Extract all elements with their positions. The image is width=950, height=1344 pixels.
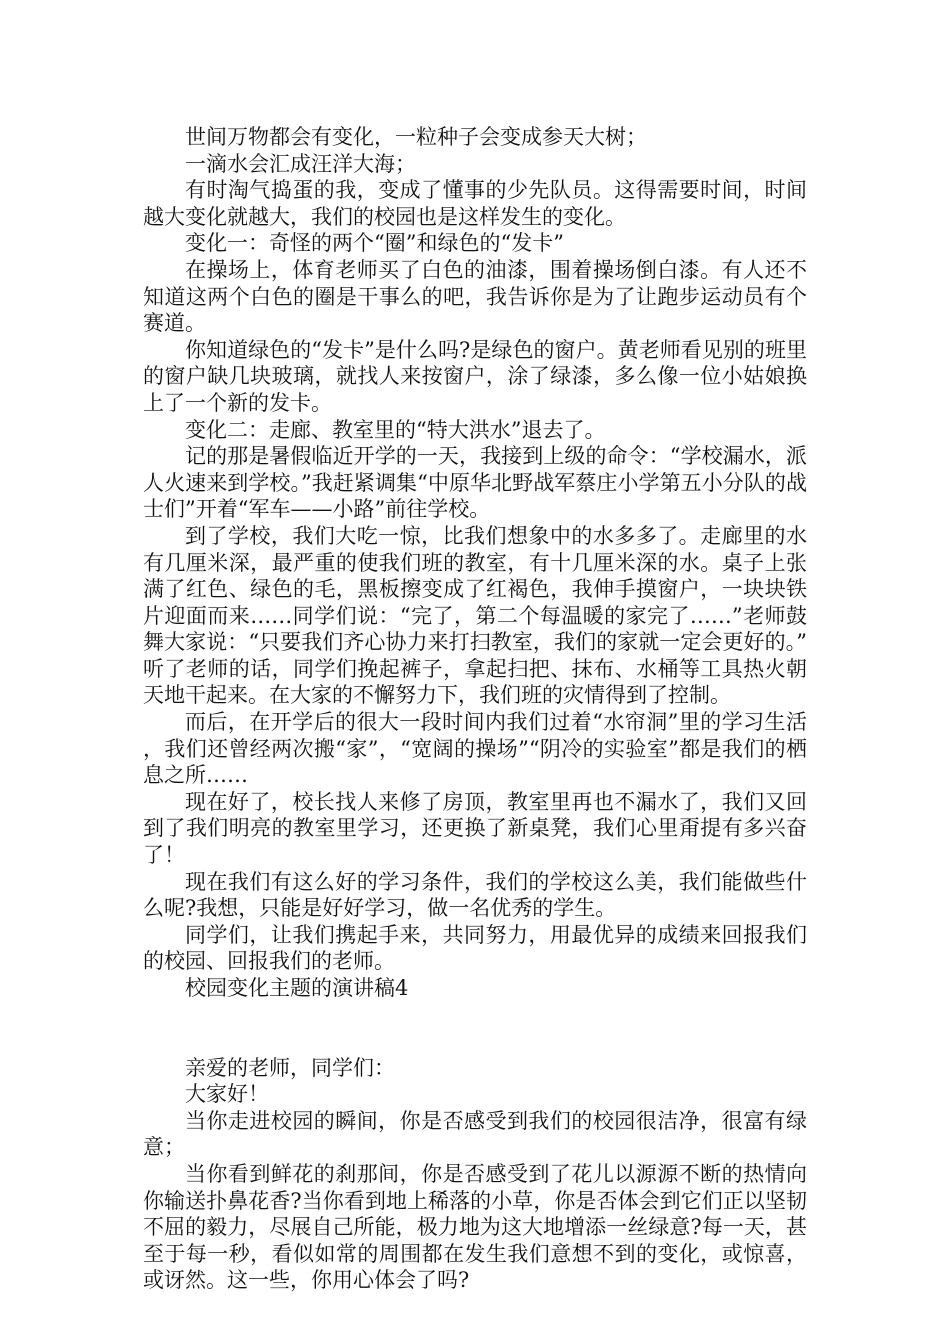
salutation: 亲爱的老师，同学们： bbox=[185, 1055, 395, 1080]
paragraph: 现在我们有这么好的学习条件，我们的学校这么美，我们能做些什么呢?我想，只能是好好学习，做一名优秀的学生。 bbox=[143, 869, 807, 921]
section-heading: 变化一：奇怪的两个“圈”和绿色的“发卡” bbox=[185, 231, 564, 256]
section-heading: 变化二：走廊、教室里的“特大洪水”退去了。 bbox=[185, 417, 606, 442]
speech-title: 校园变化主题的演讲稿4 bbox=[185, 976, 409, 1000]
paragraph: 而后，在开学后的很大一段时间内我们过着“水帘洞”里的学习生活，我们还曾经两次搬“家”，“宽阔的操场”“阴冷的实验室”都是我们的栖息之所…… bbox=[143, 710, 807, 788]
paragraph: 你知道绿色的“发卡”是什么吗?是绿色的窗户。黄老师看见别的班里的窗户缺几块玻璃，就找人来按窗户，涂了绿漆，多么像一位小姑娘换上了一个新的发卡。 bbox=[143, 337, 807, 415]
paragraph: 当你看到鲜花的刹那间，你是否感受到了花儿以源源不断的热情向你输送扑鼻花香?当你看到地上稀落的小草，你是否体会到它们正以坚韧不屈的毅力，尽展自己所能，极力地为这大地增添一丝绿意?每一天，甚至于每一秒，看似如常的周围都在发生我们意想不到的变化，或惊喜，或讶然。这一些，你用心体会了吗? bbox=[143, 1161, 807, 1293]
blank-line bbox=[143, 1002, 807, 1055]
paragraph: 同学们，让我们携起手来，共同努力，用最优异的成绩来回报我们的校园、回报我们的老师。 bbox=[143, 922, 807, 974]
document-body bbox=[143, 124, 807, 1294]
paragraph: 世间万物都会有变化，一粒种子会变成参天大树； bbox=[185, 125, 647, 149]
paragraph: 当你走进校园的瞬间，你是否感受到我们的校园很洁净，很富有绿意； bbox=[143, 1108, 807, 1160]
paragraph: 在操场上，体育老师买了白色的油漆，围着操场倒白漆。有人还不知道这两个白色的圈是干事么的吧，我告诉你是为了让跑步运动员有个赛道。 bbox=[143, 257, 807, 336]
paragraph: 一滴水会汇成汪洋大海； bbox=[185, 151, 416, 176]
paragraph: 现在好了，校长找人来修了房顶，教室里再也不漏水了，我们又回到了我们明亮的教室里学习，还更换了新桌凳，我们心里甭提有多兴奋了！ bbox=[143, 789, 807, 868]
paragraph: 到了学校，我们大吃一惊，比我们想象中的水多多了。走廊里的水有几厘米深，最严重的使我们班的教室，有十几厘米深的水。桌子上张满了红色、绿色的毛，黑板擦变成了红褐色，我伸手摸窗户，一块块铁片迎面而来……同学们说：“完了，第二个每温暖的家完了……”老师鼓舞大家说：“只要我们齐心协力来打扫教室，我们的家就一定会更好的。”听了老师的话，同学们挽起裤子，拿起扫把、抹布、水桶等工具热火朝天地干起来。在大家的不懈努力下，我们班的灾情得到了控制。 bbox=[143, 523, 807, 708]
paragraph: 有时淘气捣蛋的我，变成了懂事的少先队员。这得需要时间，时间越大变化就越大，我们的校园也是这样发生的变化。 bbox=[143, 178, 807, 229]
paragraph: 记的那是暑假临近开学的一天，我接到上级的命令：“学校漏水，派人火速来到学校。”我赶紧调集“中原华北野战军蔡庄小学第五小分队的战士们”开着“军车——小路”前往学校。 bbox=[143, 444, 807, 522]
greeting: 大家好！ bbox=[185, 1082, 269, 1107]
